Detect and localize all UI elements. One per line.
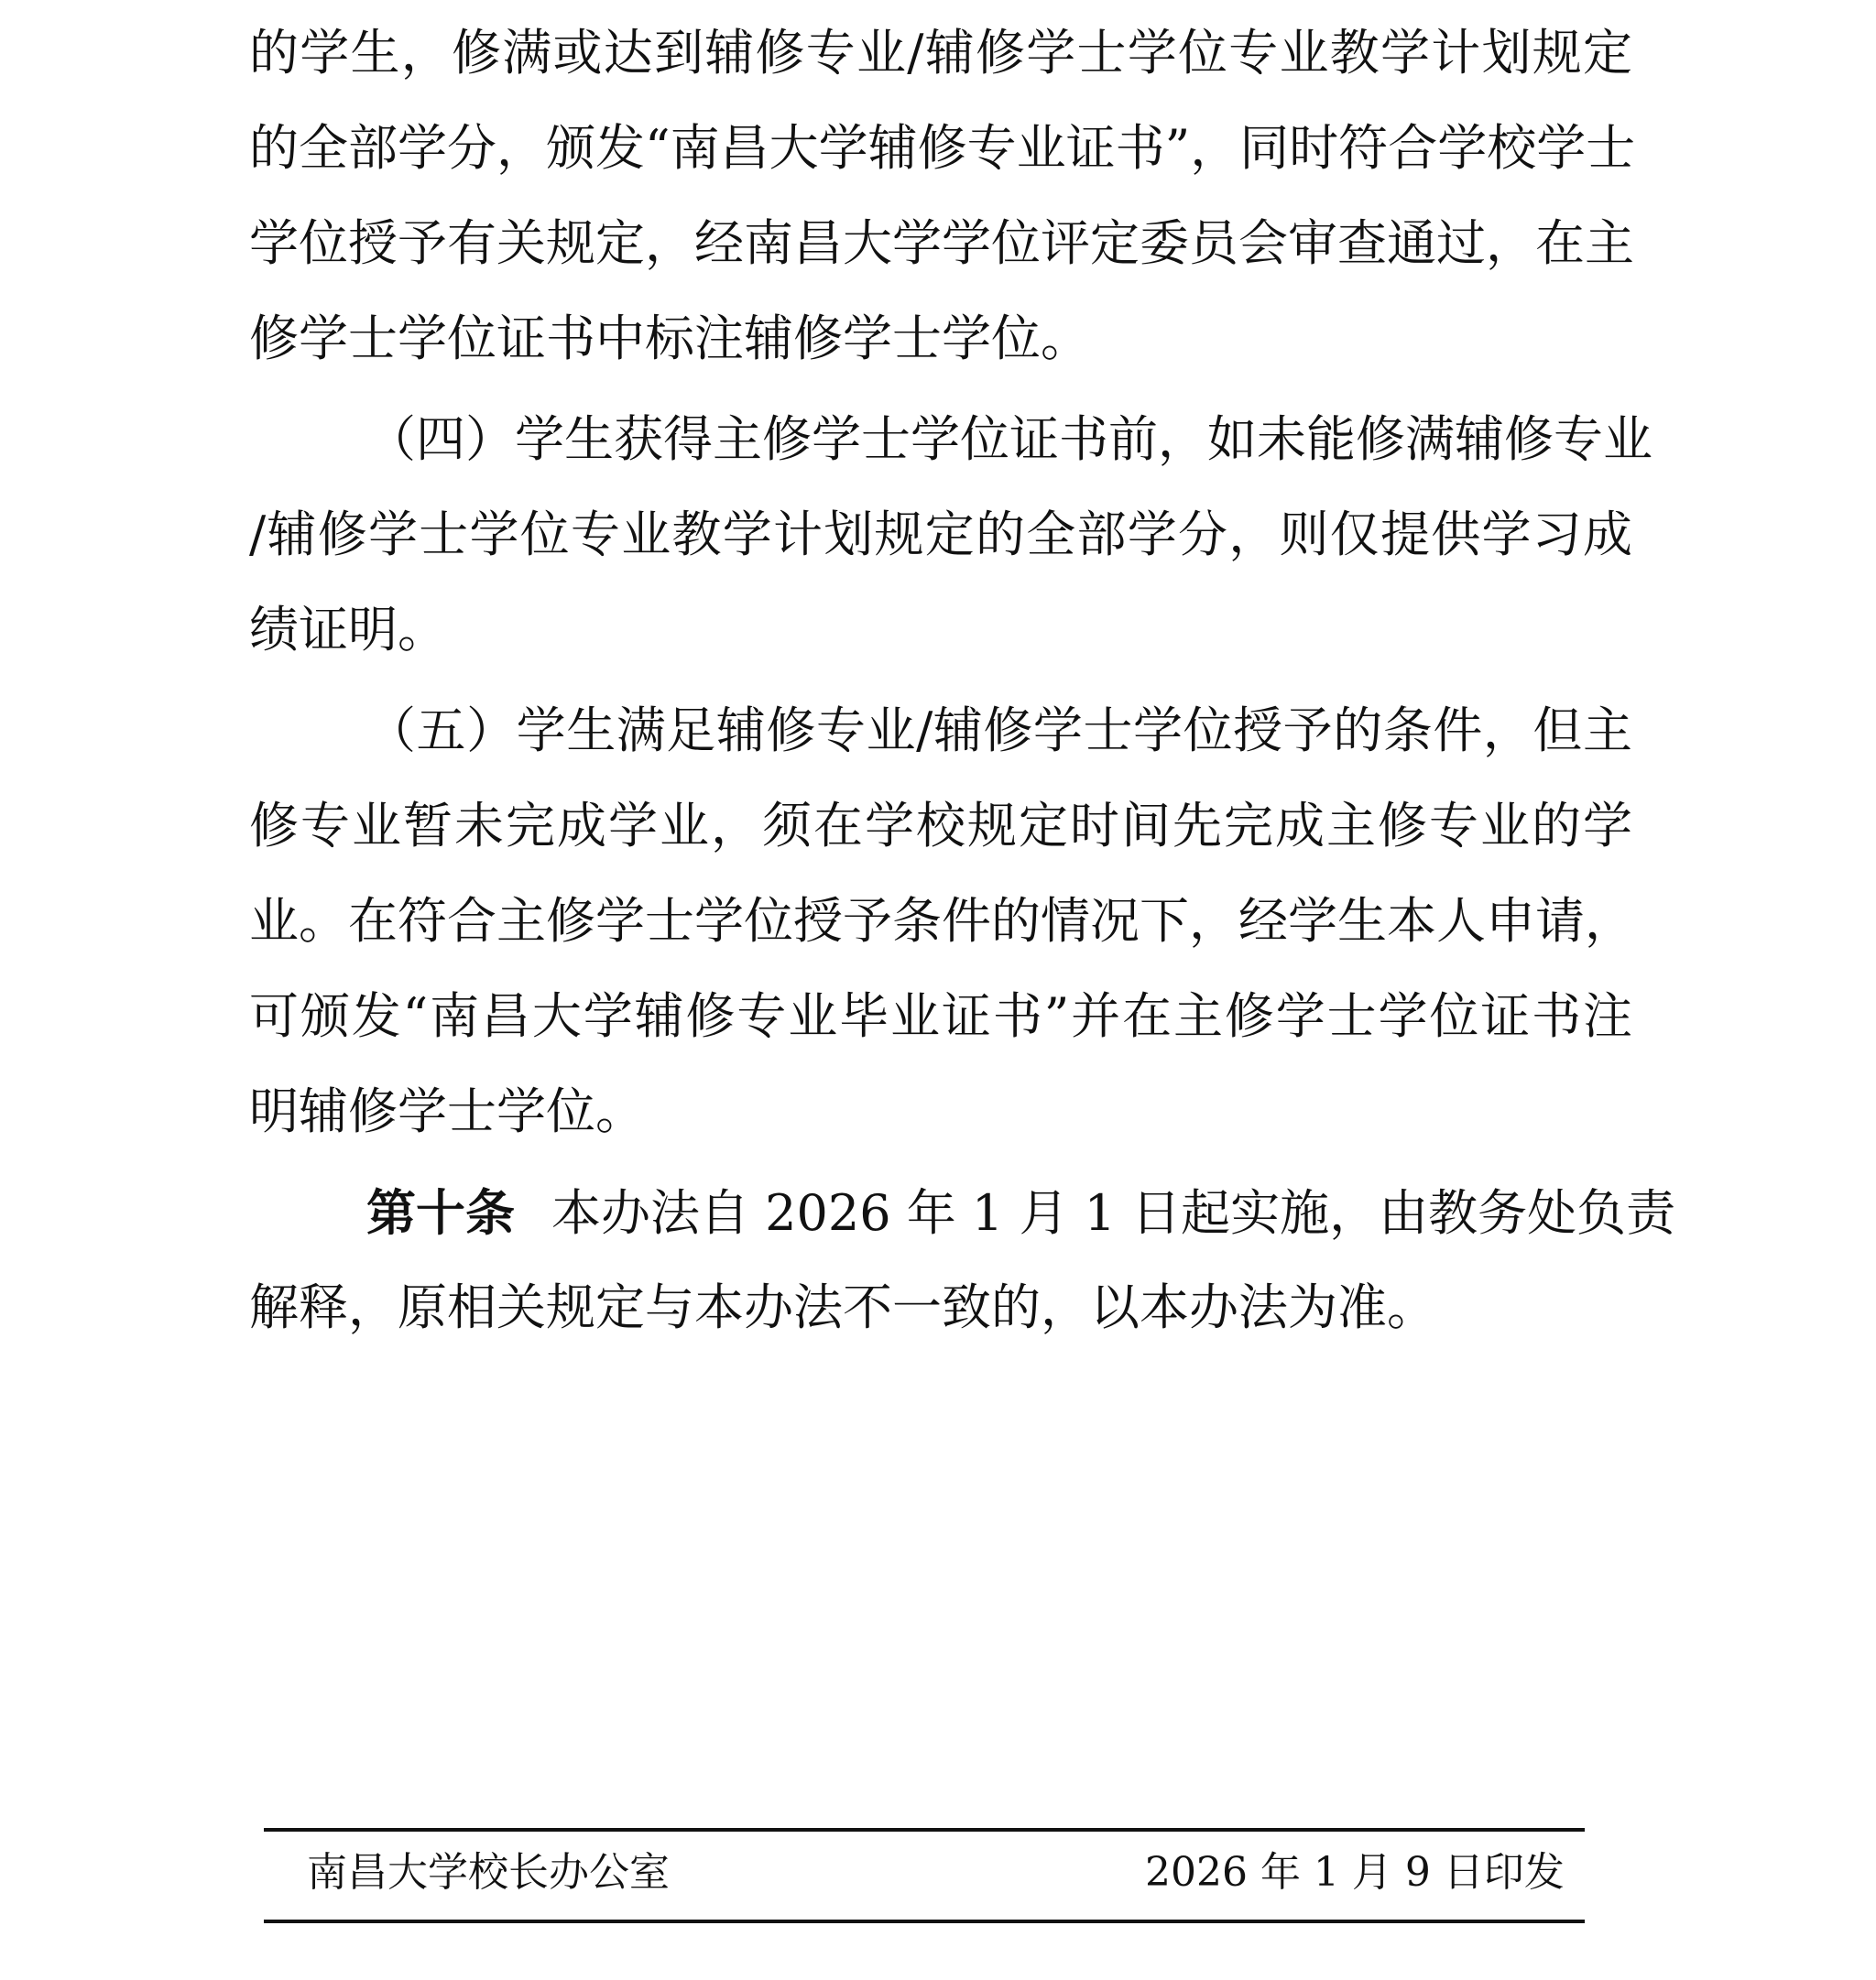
clause-five-line-2: 修专业暂未完成学业，须在学校规定时间先完成主修专业的学 [249, 797, 1632, 854]
clause-four-line-3: 绩证明。 [249, 601, 447, 658]
clause-four-line-1: （四）学生获得主修学士学位证书前，如未能修满辅修专业 [366, 410, 1652, 468]
article-ten-heading: 第十条 [366, 1183, 515, 1242]
article-ten-text-1: 本办法自 2026 年 1 月 1 日起实施，由教务处负责 [551, 1184, 1676, 1242]
clause-five-line-5: 明辅修学士学位。 [249, 1082, 645, 1140]
clause-five-line-4: 可颁发“南昌大学辅修专业毕业证书”并在主修学士学位证书注 [249, 987, 1632, 1045]
clause-four-line-2: /辅修学士学位专业教学计划规定的全部学分，则仅提供学习成 [249, 506, 1632, 563]
footer-bottom-rule [264, 1920, 1585, 1923]
footer-top-rule [264, 1828, 1585, 1832]
paragraph-line-1: 的学生，修满或达到辅修专业/辅修学士学位专业教学计划规定 [249, 24, 1632, 82]
issue-date: 2026 年 1 月 9 日印发 [1145, 1849, 1565, 1896]
article-ten-line-2: 解释，原相关规定与本办法不一致的，以本办法为准。 [249, 1278, 1436, 1336]
clause-five-line-1: （五）学生满足辅修专业/辅修学士学位授予的条件，但主 [366, 702, 1632, 759]
issuer-name: 南昌大学校长办公室 [307, 1849, 670, 1896]
paragraph-line-2: 的全部学分，颁发“南昌大学辅修专业证书”，同时符合学校学士 [249, 119, 1636, 177]
paragraph-line-3: 学位授予有关规定，经南昌大学学位评定委员会审查通过，在主 [249, 214, 1634, 272]
clause-five-line-3: 业。在符合主修学士学位授予条件的情况下，经学生本人申请， [249, 892, 1634, 950]
article-ten-line-1 [366, 1167, 1676, 1258]
paragraph-line-4: 修学士学位证书中标注辅修学士学位。 [249, 310, 1090, 367]
